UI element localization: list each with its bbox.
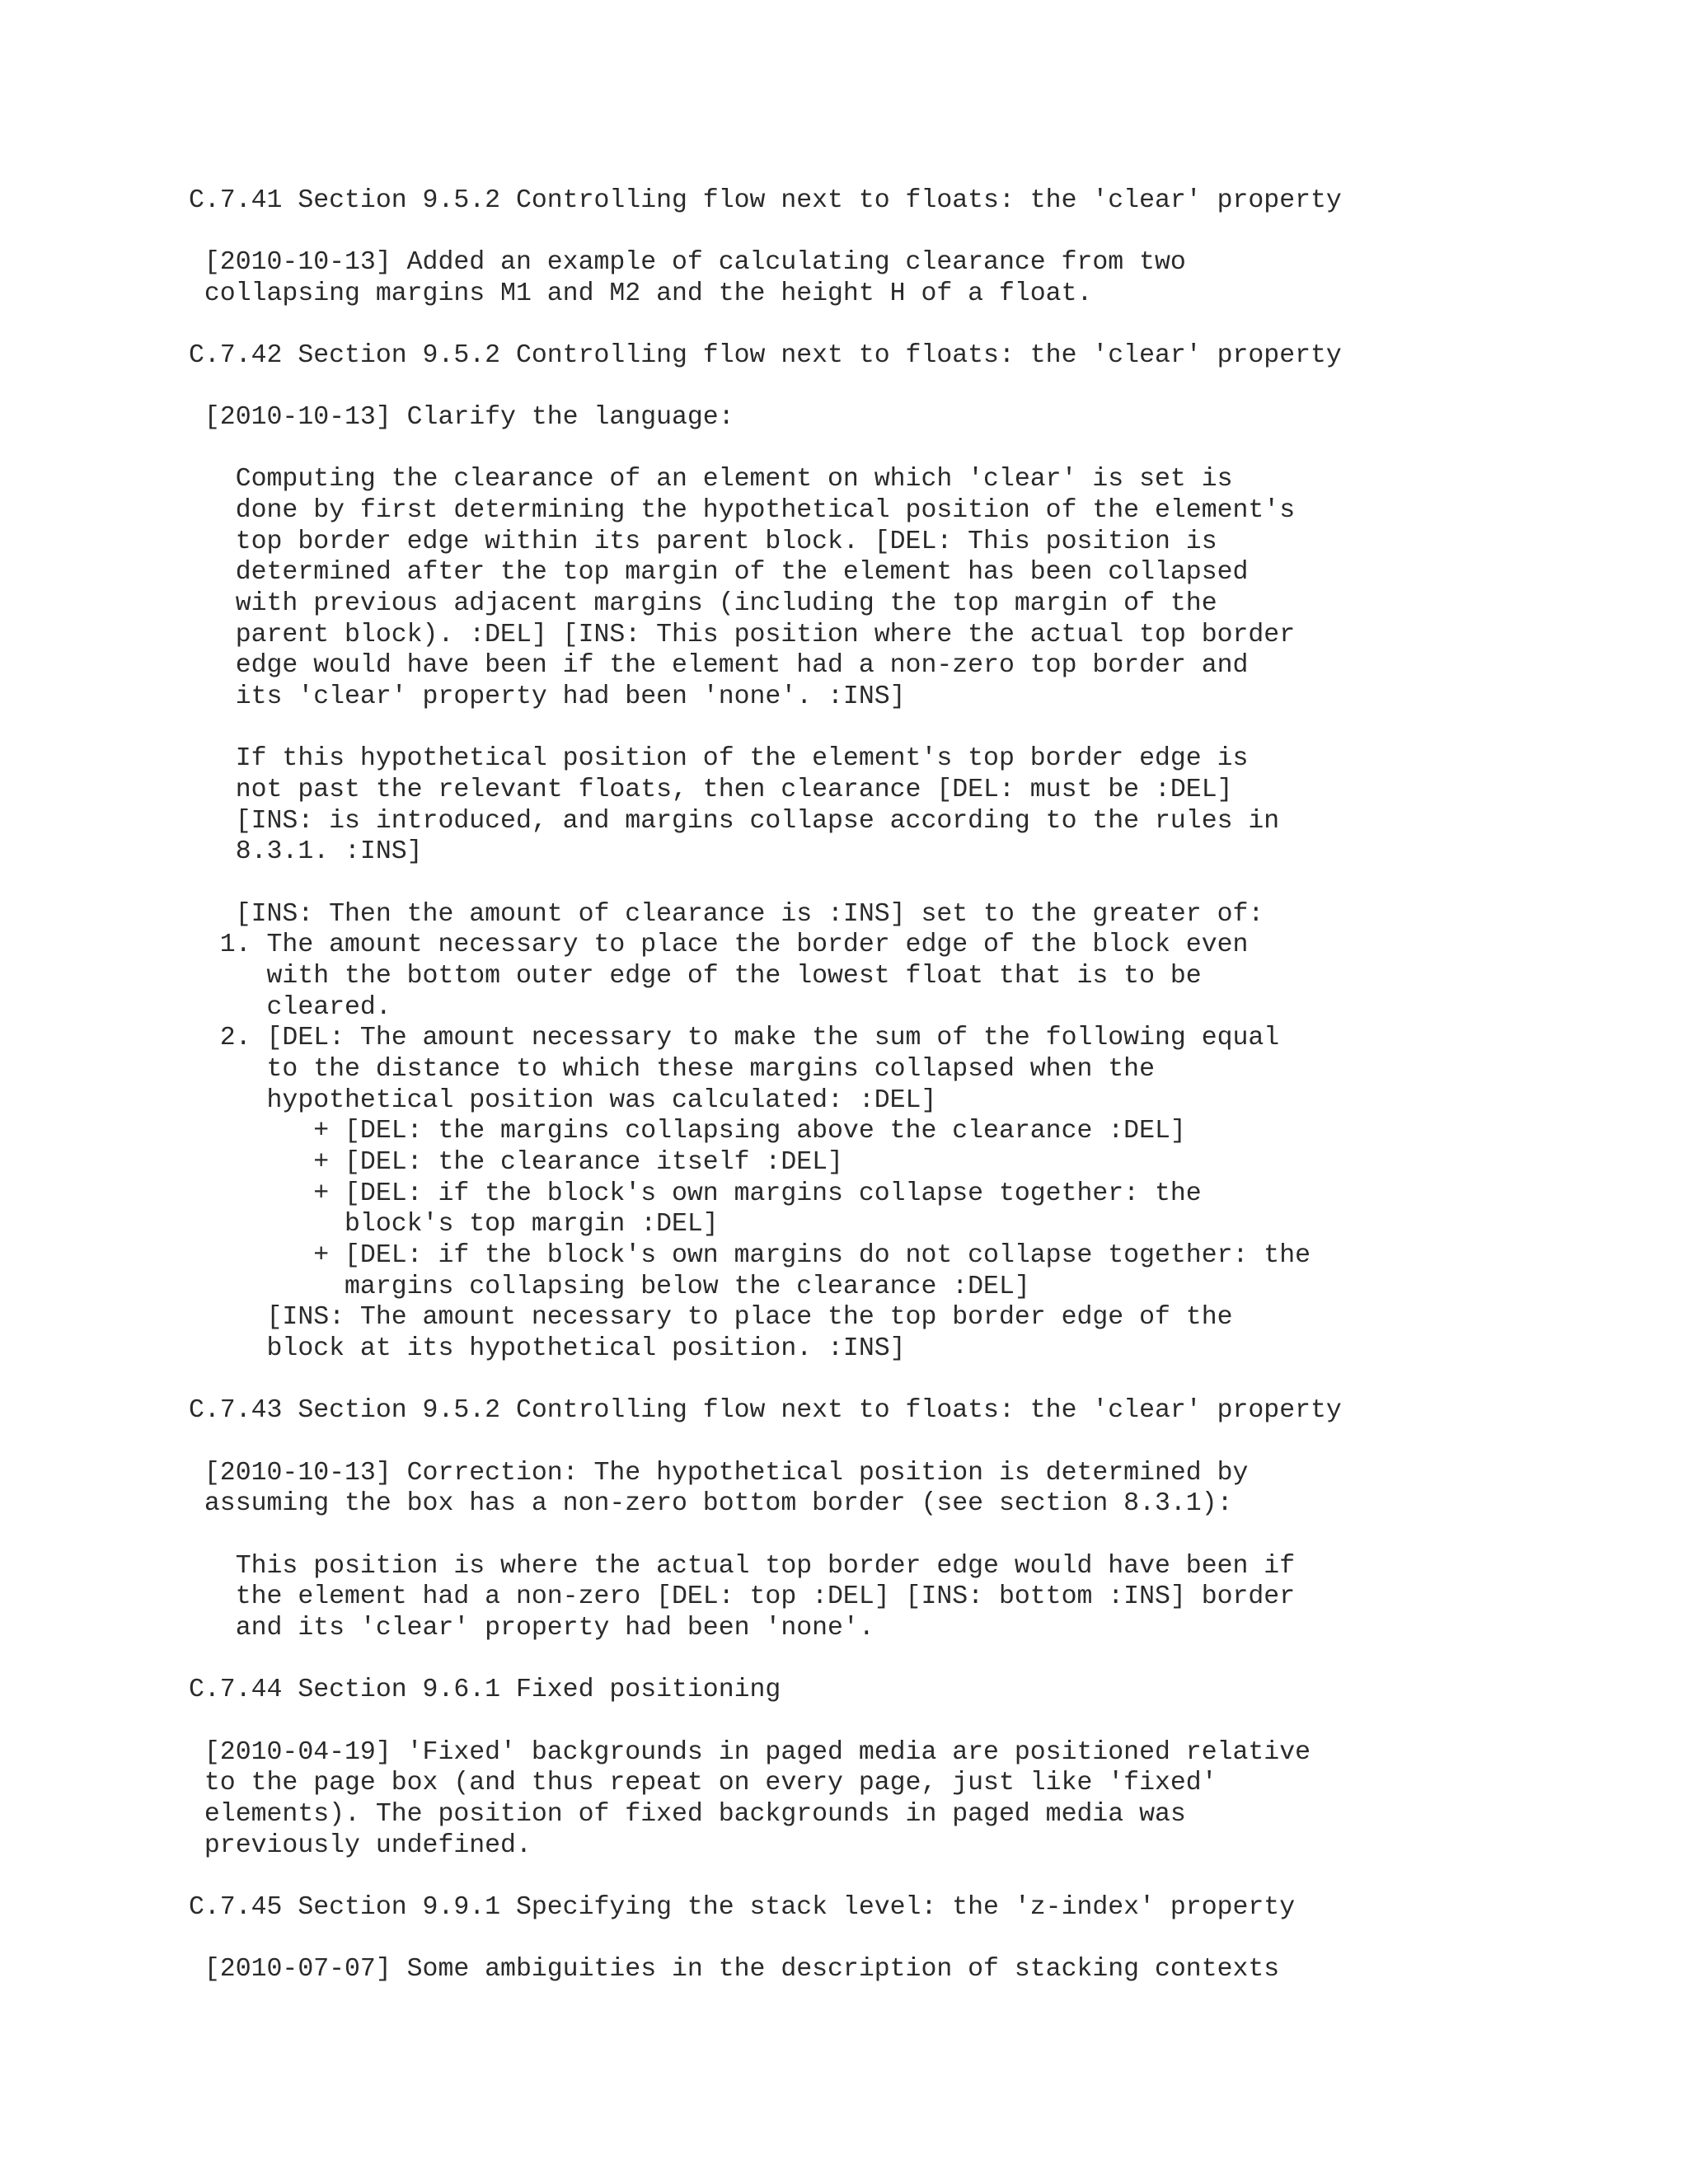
- sub-list-item: + [DEL: the margins collapsing above the clearance :DEL]: [189, 1117, 1186, 1146]
- sub-list-item: + [DEL: the clearance itself :DEL]: [189, 1148, 843, 1177]
- text-line: determined after the top margin of the element has been collapsed: [189, 558, 1249, 587]
- heading-c7-41: C.7.41 Section 9.5.2 Controlling flow next to floats: the 'clear' property: [189, 186, 1342, 215]
- text-line: [2010-07-07] Some ambiguities in the description of stacking contexts: [189, 1955, 1280, 1984]
- text-line: collapsing margins M1 and M2 and the height H of a float.: [189, 279, 1093, 308]
- text-line: cleared.: [189, 993, 392, 1022]
- heading-c7-44: C.7.44 Section 9.6.1 Fixed positioning: [189, 1675, 781, 1704]
- text-line: hypothetical position was calculated: :DEL]: [189, 1086, 937, 1115]
- text-line: done by first determining the hypothetical position of the element's: [189, 496, 1296, 525]
- heading-c7-43: C.7.43 Section 9.5.2 Controlling flow next to floats: the 'clear' property: [189, 1396, 1342, 1425]
- heading-c7-42: C.7.42 Section 9.5.2 Controlling flow next to floats: the 'clear' property: [189, 341, 1342, 370]
- text-line: [2010-04-19] 'Fixed' backgrounds in paged media are positioned relative: [189, 1738, 1311, 1767]
- text-line: [INS: Then the amount of clearance is :INS] set to the greater of:: [189, 900, 1264, 929]
- text-line: with previous adjacent margins (including the top margin of the: [189, 589, 1217, 618]
- text-line: margins collapsing below the clearance :DEL]: [189, 1272, 1030, 1301]
- text-line: [INS: The amount necessary to place the top border edge of the: [189, 1303, 1233, 1332]
- text-line: its 'clear' property had been 'none'. :INS]: [189, 682, 906, 711]
- text-line: to the page box (and thus repeat on every page, just like 'fixed': [189, 1769, 1217, 1797]
- text-line: the element had a non-zero [DEL: top :DEL] [INS: bottom :INS] border: [189, 1582, 1296, 1611]
- heading-c7-45: C.7.45 Section 9.9.1 Specifying the stack level: the 'z-index' property: [189, 1893, 1296, 1922]
- list-item-1: 1. The amount necessary to place the border edge of the block even: [189, 930, 1249, 959]
- text-line: 8.3.1. :INS]: [189, 837, 423, 866]
- text-line: This position is where the actual top border edge would have been if: [189, 1552, 1296, 1581]
- text-line: top border edge within its parent block. [DEL: This position is: [189, 527, 1217, 556]
- text-line: Computing the clearance of an element on which 'clear' is set is: [189, 465, 1233, 494]
- text-line: [2010-10-13] Clarify the language:: [189, 403, 734, 432]
- text-line: elements). The position of fixed backgrounds in paged media was: [189, 1800, 1186, 1829]
- text-line: and its 'clear' property had been 'none'.: [189, 1614, 874, 1643]
- text-line: [2010-10-13] Added an example of calculating clearance from two: [189, 248, 1186, 277]
- text-line: [2010-10-13] Correction: The hypothetical position is determined by: [189, 1459, 1249, 1488]
- text-line: [INS: is introduced, and margins collapse according to the rules in: [189, 807, 1280, 836]
- list-item-2: 2. [DEL: The amount necessary to make the sum of the following equal: [189, 1024, 1280, 1052]
- text-line: not past the relevant floats, then clearance [DEL: must be :DEL]: [189, 776, 1233, 804]
- text-line: with the bottom outer edge of the lowest float that is to be: [189, 962, 1202, 991]
- text-line: edge would have been if the element had a non-zero top border and: [189, 651, 1249, 680]
- text-line: block's top margin :DEL]: [189, 1210, 719, 1239]
- text-line: If this hypothetical position of the element's top border edge is: [189, 744, 1249, 773]
- text-line: block at its hypothetical position. :INS]: [189, 1334, 906, 1363]
- text-line: previously undefined.: [189, 1831, 532, 1860]
- sub-list-item: + [DEL: if the block's own margins do not collapse together: the: [189, 1241, 1311, 1270]
- text-line: to the distance to which these margins collapsed when the: [189, 1055, 1155, 1084]
- text-line: parent block). :DEL] [INS: This position where the actual top border: [189, 621, 1296, 649]
- text-line: assuming the box has a non-zero bottom border (see section 8.3.1):: [189, 1489, 1233, 1518]
- sub-list-item: + [DEL: if the block's own margins collapse together: the: [189, 1179, 1202, 1208]
